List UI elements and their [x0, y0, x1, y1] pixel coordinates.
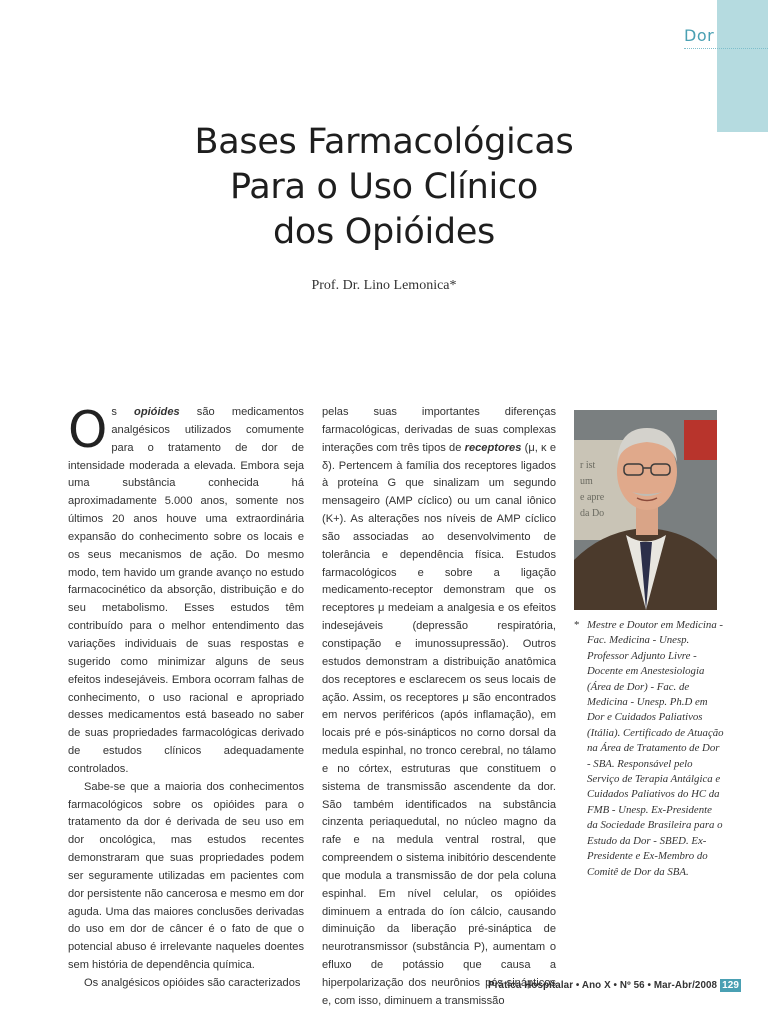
section-divider: [684, 48, 768, 49]
page-footer: [488, 979, 741, 992]
body-column-2: [322, 404, 556, 1011]
paragraph-4: [322, 404, 556, 1011]
section-label: Dor: [684, 26, 715, 45]
paragraph-4-text-b: (μ, κ e δ). Pertencem à família dos receptores ligados à proteína G que sinalizam um segundo mensageiro (AMP cíclico) ou um canal iônico (K+). As alterações nos níveis de AMP cíclico são associadas ao desenvolvimento de tolerância e dependência física. Estudos farmacológicos e sobre a ligação medicamento-receptor demonstram que os receptores μ medeiam a analgesia e os efeitos indesejáveis (depressão respiratória, constipação e imunossupressão). Outros estudos demonstram a distribuição anatômica dos receptores e esclarecem os seus locais de ação. Assim, os receptores μ são encontrados em nervos periféricos (após inflamação), em locais pré e pós-sinápticos no corno dorsal da medula espinhal, no tronco cerebral, no tálamo e no córtex, estruturas que constituem o sistema de transmissão ascendente da dor. São também identificados na substância cinzenta periaquedutal, no núcleo magno da rafe e na medula ventral rostral, que compreendem o sistema inibitório descendente que modula a transmissão de dor pela coluna espinhal. Em nível celular, os opióides diminuem a entrada do íon cálcio, causando diminuição da liberação pré-sináptica de neurotransmissor (substância P), aumentam o efluxo de potássio que causa a hiperpolarização dos neurônios pós-sinápticos e, com isso, diminuem a transmissão: [322, 441, 556, 1007]
paragraph-1-text: são medicamentos analgésicos utilizados comumente para o tratamento de dor de intensidade moderada a elevada. Embora seja uma substância conhecida há aproximadamente 5.000 anos, somente nos últimos 20 anos houve uma extraordinária expansão do conhecimento sobre os locais e os seus mecanismos de ação. Do mesmo modo, tem havido um grande avanço no estudo farmacocinético da absorção, distribuição e do seu metabolismo. Esses estudos têm contribuído para o melhor entendimento das variações individuais de suas respostas e sugerido como minimizar alguns de seus efeitos indesejáveis. Embora ocorram falhas de conhecimento, o uso racional e apropriado desses medicamentos está baseado no saber de suas propriedades farmacológicas derivado de estudos clínicos adequadamente controlados.: [68, 406, 304, 775]
article-title: [100, 120, 668, 255]
journal-info: Prática Hospitalar • Ano X • Nº 56 • Mar-Abr/2008: [488, 980, 718, 991]
footnote-mark: *: [574, 619, 580, 631]
author-photo: [574, 410, 717, 610]
paragraph-4-text-a: pelas suas importantes diferenças farmacológicas, derivadas de suas complexas interações com três tipos de: [322, 406, 556, 454]
author-footnote: [575, 618, 725, 880]
author-portrait-illustration: [574, 410, 717, 610]
svg-text:r ist: r ist: [580, 460, 596, 471]
keyword-receptores: receptores: [464, 441, 522, 454]
keyword-opioides: opióides: [134, 406, 180, 418]
paragraph-1: [68, 401, 304, 779]
title-line-3: dos Opióides: [272, 212, 495, 252]
drop-cap: O: [68, 401, 108, 459]
title-line-2: Para o Uso Clínico: [230, 167, 538, 207]
body-column-1: [68, 401, 304, 993]
article-author: Prof. Dr. Lino Lemonica*: [311, 278, 457, 293]
svg-text:e apre: e apre: [580, 492, 605, 503]
footnote-text: Mestre e Doutor em Medicina - Fac. Medicina - Unesp. Professor Adjunto Livre - Docente em Anestesiologia (Área de Dor) - Fac. de Medicina - Unesp. Ph.D em Dor e Cuidados Paliativos (Itália). Certificado de Atuação na Área de Tratamento de Dor - SBA. Responsável pelo Serviço de Terapia Antálgica e Cuidados Paliativos do HC da FMB - Unesp. Ex-Presidente da Sociedade Brasileira para o Estudo da Dor - SBED. Ex-Presidente e Ex-Membro do Comitê de Dor da SBA.: [587, 619, 724, 878]
paragraph-1-lead: s: [111, 406, 135, 418]
title-line-1: Bases Farmacológicas: [194, 122, 574, 162]
svg-text:da Do: da Do: [580, 508, 605, 519]
paragraph-2: Sabe-se que a maioria dos conhecimentos farmacológicos sobre os opióides para o tratamento da dor é derivada de seu uso em dor oncológica, mas estudos recentes demonstraram que suas propriedades podem ser seguramente utilizadas em pacientes com dor persistente não cancerosa e mesmo em dor aguda. Uma das maiores conclusões derivadas do uso em dor de câncer é o fato de que o potencial abuso é irrelevante naqueles doentes sem história de dependência química.: [68, 780, 304, 972]
paragraph-3: Os analgésicos opióides são caracterizados: [84, 977, 301, 989]
section-color-tab: [717, 0, 768, 132]
svg-text:um: um: [580, 476, 593, 487]
page-number: 129: [722, 980, 740, 991]
